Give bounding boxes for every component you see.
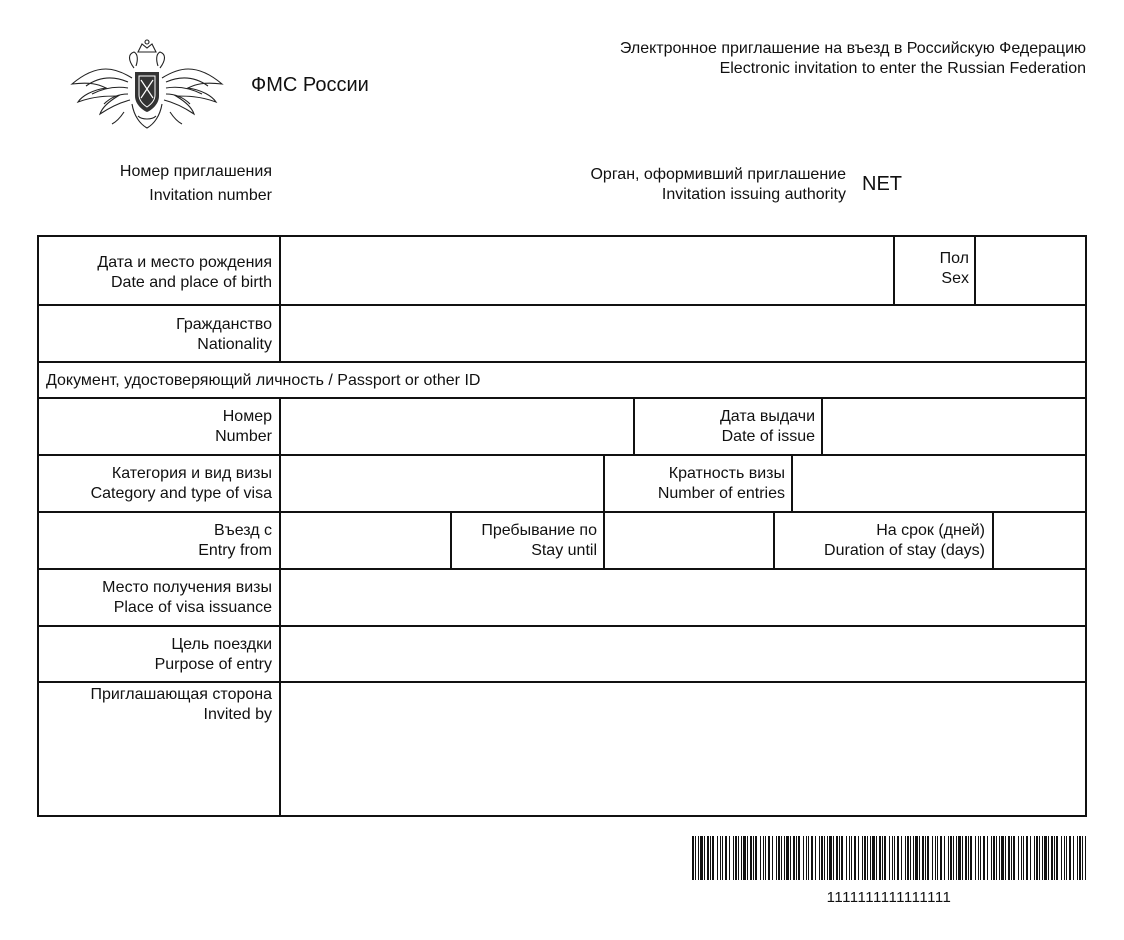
barcode-icon [692,836,1086,880]
nationality-label [39,315,272,355]
invitation-number-label [40,160,272,208]
issue-date-label-en: Date of issue [721,428,815,445]
issuing-authority-label-ru: Орган, оформивший приглашение [590,166,846,183]
birth-label [39,253,272,293]
duration-label-ru: На срок (дней) [876,522,985,539]
document-title [620,39,1086,79]
entries-label [605,464,785,504]
nationality-label-ru: Гражданство [176,316,272,333]
sex-value-field[interactable] [976,237,1085,304]
title-english: Electronic invitation to enter the Russian Federation [719,60,1086,77]
visa-place-field[interactable] [281,570,1085,625]
duration-label-en: Duration of stay (days) [824,542,985,559]
sex-label-en: Sex [941,270,969,287]
stay-until-label [452,521,597,561]
passport-number-label-en: Number [215,428,272,445]
sex-label-ru: Пол [939,250,969,267]
purpose-label-en: Purpose of entry [154,656,272,673]
visa-category-label [39,464,272,504]
barcode-number: 1111111111111111 [826,889,952,906]
stay-until-field[interactable] [605,513,773,568]
nationality-value-field[interactable] [281,306,1085,361]
visa-place-label-en: Place of visa issuance [113,599,272,616]
issuing-authority-value: NET [862,173,902,195]
purpose-label-ru: Цель поездки [171,636,272,653]
document-section-header: Документ, удостоверяющий личность / Passport or other ID [46,372,481,389]
issuing-authority-label-en: Invitation issuing authority [661,186,846,203]
double-headed-eagle-emblem-icon [68,38,226,132]
invited-by-label-en: Invited by [203,706,272,723]
visa-category-label-en: Category and type of visa [90,485,272,502]
nationality-label-en: Nationality [197,336,272,353]
invited-by-field[interactable] [281,683,1085,815]
duration-field[interactable] [994,513,1085,568]
title-russian: Электронное приглашение на въезд в Российскую Федерацию [619,40,1086,57]
duration-label [775,521,985,561]
entries-label-en: Number of entries [657,485,785,502]
entry-from-field[interactable] [281,513,450,568]
passport-number-field[interactable] [281,399,633,454]
entry-from-label [39,521,272,561]
visa-category-field[interactable] [281,456,603,511]
birth-label-en: Date and place of birth [111,274,272,291]
passport-number-label-ru: Номер [222,408,272,425]
birth-value-field[interactable] [281,237,893,304]
entry-from-label-en: Entry from [198,542,272,559]
purpose-field[interactable] [281,627,1085,681]
invitation-number-label-ru: Номер приглашения [119,163,272,180]
visa-place-label-ru: Место получения визы [102,579,272,596]
purpose-label [39,635,272,675]
entries-label-ru: Кратность визы [668,465,785,482]
visa-place-label [39,578,272,618]
invitation-form [37,235,1087,817]
issue-date-label-ru: Дата выдачи [719,408,815,425]
invited-by-label [39,685,272,725]
birth-label-ru: Дата и место рождения [97,254,272,271]
issuing-authority-label [590,165,846,205]
stay-until-label-ru: Пребывание по [481,522,597,539]
passport-number-label [39,407,272,447]
issue-date-label [635,407,815,447]
invitation-number-label-en: Invitation number [149,187,272,204]
sex-label [895,249,969,289]
entries-field[interactable] [793,456,1085,511]
stay-until-label-en: Stay until [531,542,597,559]
invited-by-label-ru: Приглашающая сторона [90,686,272,703]
entry-from-label-ru: Въезд с [214,522,272,539]
visa-category-label-ru: Категория и вид визы [111,465,272,482]
agency-name: ФМС России [251,74,369,96]
issue-date-field[interactable] [823,399,1085,454]
